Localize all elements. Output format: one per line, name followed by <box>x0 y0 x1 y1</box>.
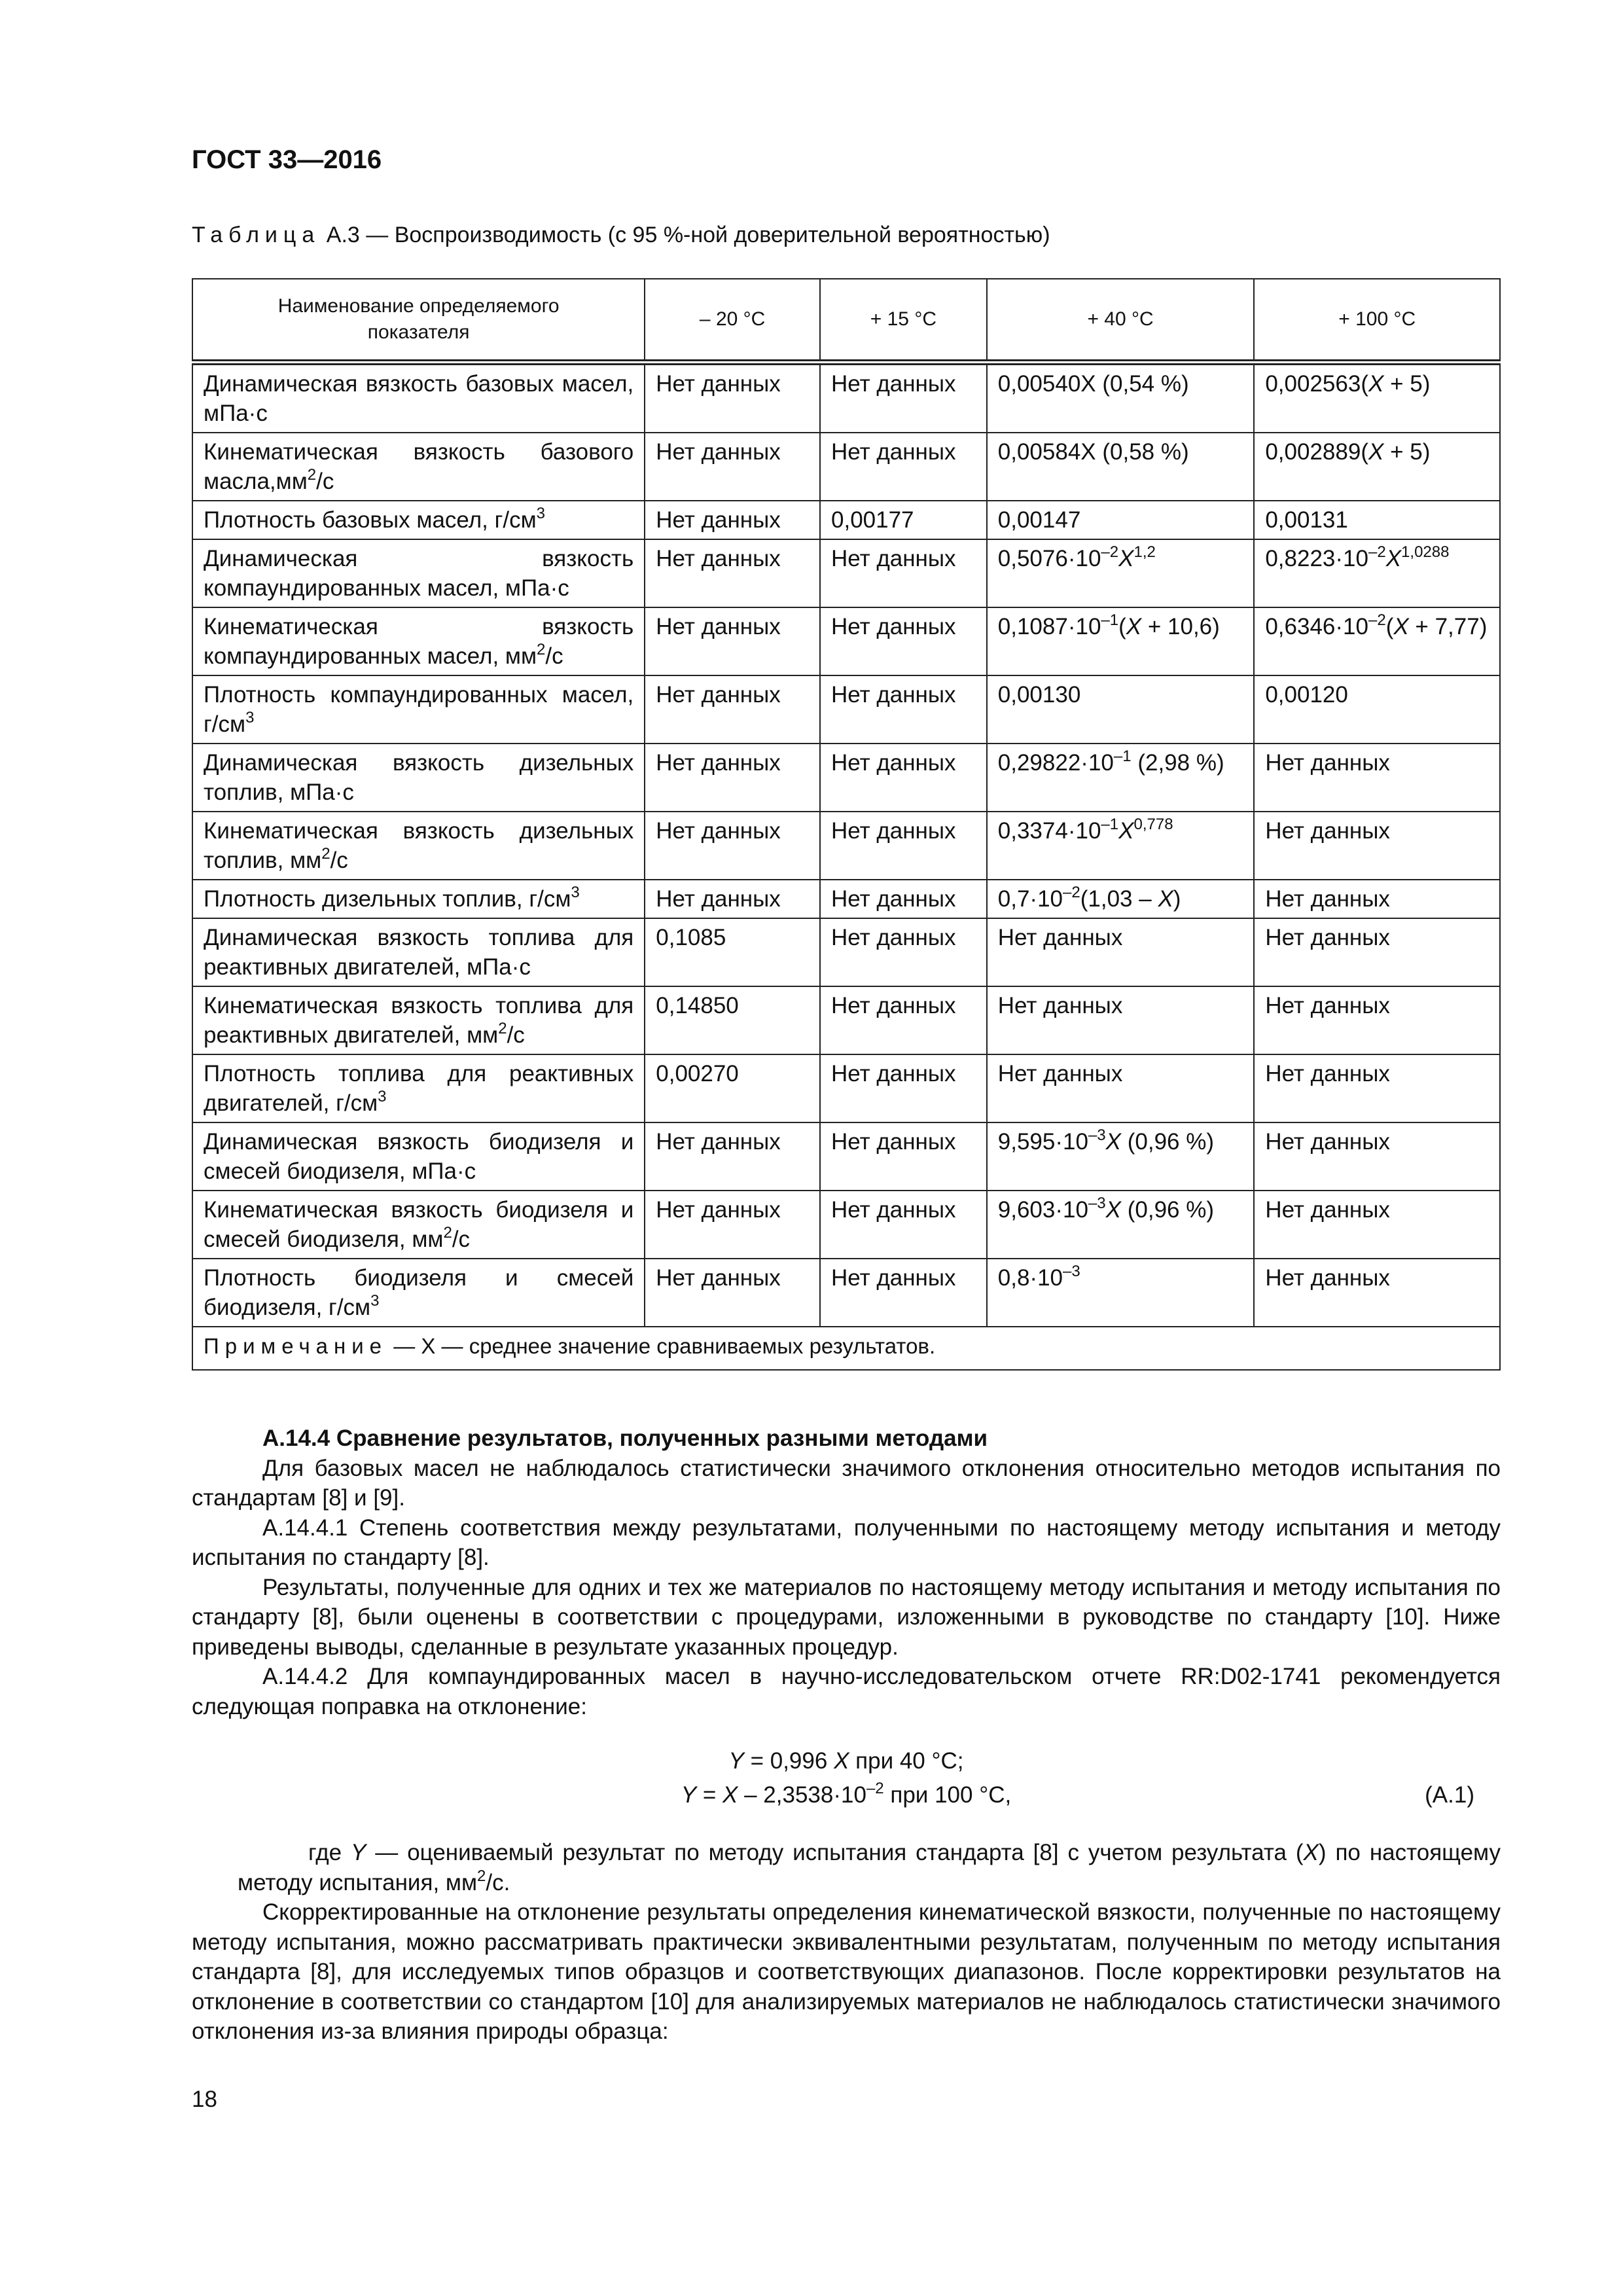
value-cell: Нет данных <box>1254 1054 1500 1122</box>
formula-block <box>192 1740 1501 1838</box>
table-row <box>192 880 1500 918</box>
table-row <box>192 986 1500 1054</box>
row-name-cell: Динамическая вязкость базовых масел, мПа·с <box>192 363 645 433</box>
value-cell: Нет данных <box>820 1122 987 1191</box>
row-name-cell: Плотность базовых масел, $г/см^3$ <box>192 501 645 539</box>
value-cell: 0,00177 <box>820 501 987 539</box>
value-cell: Нет данных <box>645 363 820 433</box>
value-cell: Нет данных <box>645 501 820 539</box>
value-cell: $0,29822\cdot 10^{-1}$ (2,98 %) <box>987 744 1255 812</box>
value-cell: $0,7\cdot 10^{-2}(1,03 - X)$ <box>987 880 1255 918</box>
row-name-cell: Кинематическая вязкость топлива для реактивных двигателей, $мм^2/с$ <box>192 986 645 1054</box>
value-cell: $0,3374\cdot 10^{-1}X^{0,778}$ <box>987 812 1255 880</box>
value-cell: $0,5076\cdot 10^{-2}X^{1,2}$ <box>987 539 1255 607</box>
column-header: + 100 °С <box>1254 279 1500 363</box>
paragraph: А.14.4.1 Степень соответствия между результатами, полученными по настоящему методу испытания и методу испытания по стандарту [8]. <box>192 1515 1501 1570</box>
table-row <box>192 433 1500 501</box>
value-cell: Нет данных <box>820 880 987 918</box>
table-caption-text: А.3 — Воспроизводимость (с 95 %-ной доверительной вероятностью) <box>326 223 1050 247</box>
table-row <box>192 1191 1500 1259</box>
value-cell: Нет данных <box>820 363 987 433</box>
formula-line: $Y = X - 2,3538\cdot 10^{-2}$ при 100 °С, <box>681 1780 1012 1808</box>
table-row <box>192 539 1500 607</box>
value-cell: $0,1087\cdot 10^{-1}(X + 10,6)$ <box>987 607 1255 675</box>
value-cell: $0,6346\cdot 10^{-2}(X + 7,77)$ <box>1254 607 1500 675</box>
value-cell: 0,002889(X + 5) <box>1254 433 1500 501</box>
column-header: + 40 °С <box>987 279 1255 363</box>
value-cell: Нет данных <box>1254 1122 1500 1191</box>
row-name-cell: Плотность биодизеля и смесей биодизеля, $г/см^3$ <box>192 1259 645 1327</box>
value-cell: Нет данных <box>645 1259 820 1327</box>
column-header: + 15 °С <box>820 279 987 363</box>
value-cell: Нет данных <box>645 744 820 812</box>
paragraph: Для базовых масел не наблюдалось статистически значимого отклонения относительно методов испытания по стандартам [8] и [9]. <box>192 1455 1501 1511</box>
row-name-cell: Плотность топлива для реактивных двигателей, $г/см^3$ <box>192 1054 645 1122</box>
table-row <box>192 1054 1500 1122</box>
table-row <box>192 1122 1500 1191</box>
value-cell: 0,1085 <box>645 918 820 986</box>
value-cell: Нет данных <box>1254 880 1500 918</box>
reproducibility-table <box>192 278 1501 1371</box>
table-note-row <box>192 1327 1500 1370</box>
value-cell: 0,14850 <box>645 986 820 1054</box>
value-cell: $0,8223\cdot 10^{-2}X^{1,0288}$ <box>1254 539 1500 607</box>
value-cell: $9,595\cdot 10^{-3}X$ (0,96 %) <box>987 1122 1255 1191</box>
table-row <box>192 607 1500 675</box>
value-cell: Нет данных <box>1254 1259 1500 1327</box>
value-cell: 0,00540X (0,54 %) <box>987 363 1255 433</box>
page-number: 18 <box>192 2087 217 2112</box>
value-cell: Нет данных <box>820 1191 987 1259</box>
body-text <box>192 1424 1501 2047</box>
table-row <box>192 363 1500 433</box>
value-cell: $0,8\cdot 10^{-3}$ <box>987 1259 1255 1327</box>
row-name-cell: Плотность дизельных топлив, $г/см^3$ <box>192 880 645 918</box>
formula-line: Y = 0,996 X при 40 °С; <box>728 1748 964 1774</box>
value-cell: Нет данных <box>820 1054 987 1122</box>
note-text: — X — среднее значение сравниваемых результатов. <box>393 1334 936 1358</box>
value-cell: $9,603\cdot 10^{-3}X$ (0,96 %) <box>987 1191 1255 1259</box>
value-cell: Нет данных <box>1254 812 1500 880</box>
paragraph: Результаты, полученные для одних и тех же материалов по настоящему методу испытания и методу испытания по стандарту [8], были оценены в соответствии с процедурами, изложенными в руководстве по стандарту [10]. Ниже приведены выводы, сделанные в результате указанных процедур. <box>192 1574 1501 1660</box>
value-cell: Нет данных <box>820 744 987 812</box>
row-name-cell: Динамическая вязкость топлива для реактивных двигателей, мПа·с <box>192 918 645 986</box>
value-cell: Нет данных <box>1254 986 1500 1054</box>
row-name-cell: Кинематическая вязкость базового $масла,мм^2/с$ <box>192 433 645 501</box>
row-name-cell: Плотность компаундированных масел, $г/см^3$ <box>192 675 645 744</box>
value-cell: Нет данных <box>645 539 820 607</box>
value-cell: Нет данных <box>1254 918 1500 986</box>
row-name-cell: Кинематическая вязкость дизельных топлив, $мм^2/с$ <box>192 812 645 880</box>
row-name-cell: Динамическая вязкость компаундированных масел, мПа·с <box>192 539 645 607</box>
row-name-cell: Кинематическая вязкость компаундированных масел, $мм^2/с$ <box>192 607 645 675</box>
table-header-row <box>192 279 1500 363</box>
value-cell: Нет данных <box>820 539 987 607</box>
value-cell: Нет данных <box>1254 744 1500 812</box>
value-cell: 0,00270 <box>645 1054 820 1122</box>
table-caption-label: Таблица <box>192 223 321 247</box>
table-row <box>192 501 1500 539</box>
row-name-cell: Динамическая вязкость биодизеля и смесей биодизеля, мПа·с <box>192 1122 645 1191</box>
value-cell: Нет данных <box>987 1054 1255 1122</box>
value-cell: Нет данных <box>820 607 987 675</box>
value-cell: Нет данных <box>820 812 987 880</box>
value-cell: Нет данных <box>1254 1191 1500 1259</box>
document-header: ГОСТ 33—2016 <box>192 145 382 174</box>
note-label: Примечание <box>204 1334 388 1358</box>
table-row <box>192 918 1500 986</box>
value-cell: Нет данных <box>820 918 987 986</box>
value-cell: Нет данных <box>820 1259 987 1327</box>
value-cell: Нет данных <box>645 607 820 675</box>
table-body <box>192 363 1500 1327</box>
value-cell: Нет данных <box>820 986 987 1054</box>
value-cell: 0,00131 <box>1254 501 1500 539</box>
table-row <box>192 675 1500 744</box>
value-cell: 0,00130 <box>987 675 1255 744</box>
value-cell: Нет данных <box>645 675 820 744</box>
value-cell: Нет данных <box>645 1122 820 1191</box>
paragraph: А.14.4.2 Для компаундированных масел в научно-исследовательском отчете RR:D02-1741 рекомендуется следующая поправка на отклонение: <box>192 1664 1501 1719</box>
table-caption <box>192 223 1050 248</box>
table-note <box>192 1327 1500 1370</box>
formula-number: (А.1) <box>1425 1782 1474 1808</box>
value-cell: Нет данных <box>987 986 1255 1054</box>
table-row <box>192 812 1500 880</box>
value-cell: Нет данных <box>987 918 1255 986</box>
section-heading: А.14.4 Сравнение результатов, полученных разными методами <box>262 1426 988 1451</box>
table-row <box>192 1259 1500 1327</box>
row-name-cell: Кинематическая вязкость биодизеля и смесей биодизеля, $мм^2/с$ <box>192 1191 645 1259</box>
value-cell: 0,002563(X + 5) <box>1254 363 1500 433</box>
column-header: Наименование определяемого показателя <box>192 279 645 363</box>
formula-explanation: где Y — оцениваемый результат по методу испытания стандарта [8] с учетом результата (X) по настоящему методу испытания, $мм^2/с$. <box>238 1840 1501 1895</box>
value-cell: Нет данных <box>820 433 987 501</box>
value-cell: 0,00147 <box>987 501 1255 539</box>
row-name-cell: Динамическая вязкость дизельных топлив, мПа·с <box>192 744 645 812</box>
value-cell: 0,00584X (0,58 %) <box>987 433 1255 501</box>
value-cell: Нет данных <box>645 880 820 918</box>
value-cell: Нет данных <box>645 433 820 501</box>
value-cell: 0,00120 <box>1254 675 1500 744</box>
column-header: – 20 °С <box>645 279 820 363</box>
value-cell: Нет данных <box>645 812 820 880</box>
paragraph: Скорректированные на отклонение результаты определения кинематической вязкости, полученные по настоящему методу испытания, можно рассматривать практически эквивалентными результатам, полученным по методу испытания стандарта [8], для исследуемых типов образцов и соответствующих диапазонов. После корректировки результатов на отклонение в соответствии со стандартом [10] для анализируемых материалов не наблюдалось статистически значимого отклонения из-за влияния природы образца: <box>192 1899 1501 2044</box>
table-row <box>192 744 1500 812</box>
value-cell: Нет данных <box>645 1191 820 1259</box>
value-cell: Нет данных <box>820 675 987 744</box>
